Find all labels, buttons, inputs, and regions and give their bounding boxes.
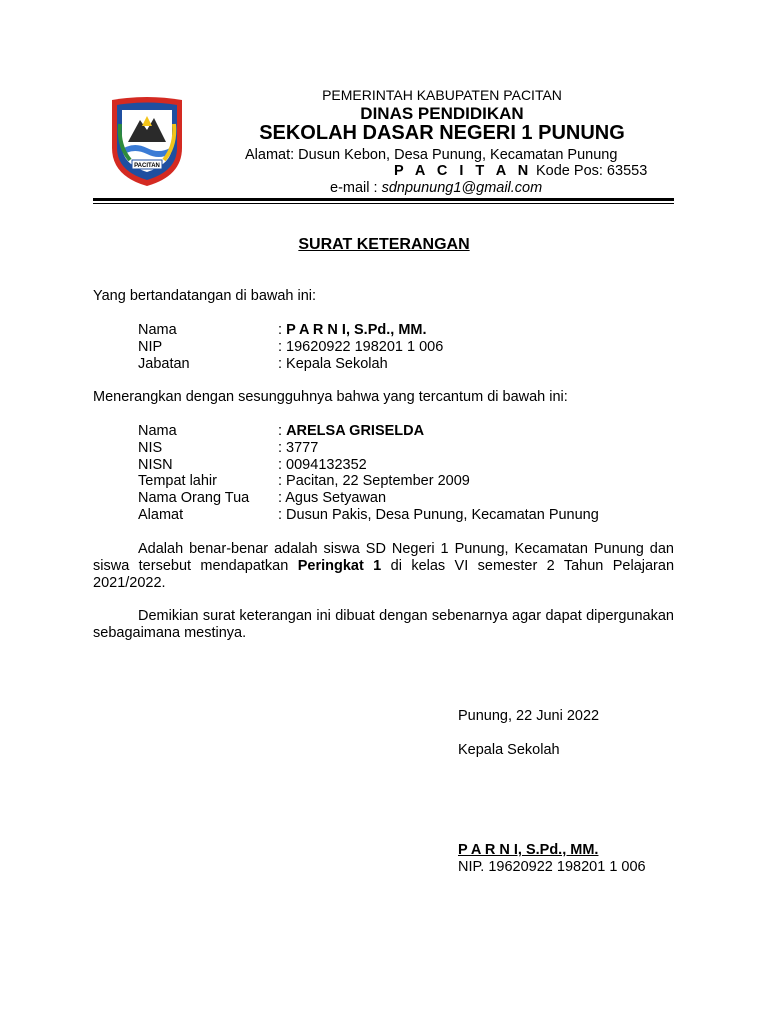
regency-coat-of-arms-logo [108, 96, 186, 188]
letterhead-government: PEMERINTAH KABUPATEN PACITAN [322, 87, 562, 103]
letterhead-department: DINAS PENDIDIKAN [360, 104, 524, 123]
signature-nip: NIP. 19620922 198201 1 006 [458, 859, 646, 875]
student-birthplace-value: : Pacitan, 22 September 2009 [278, 473, 470, 489]
signer-position-label: Jabatan [138, 356, 190, 372]
signer-name-label: Nama [138, 322, 177, 338]
student-address-label: Alamat [138, 507, 184, 523]
student-address-value: : Dusun Pakis, Desa Punung, Kecamatan Punung [278, 507, 599, 523]
intro-text: Yang bertandatangan di bawah ini: [93, 288, 317, 304]
student-parent-label: Nama Orang Tua [138, 490, 250, 506]
student-nis-value: : 3777 [278, 440, 319, 456]
svg-text:PACITAN: PACITAN [134, 163, 160, 169]
statement-text: Menerangkan dengan sesungguhnya bahwa yang tercantum di bawah ini: [93, 389, 568, 405]
student-nis-label: NIS [138, 440, 163, 456]
email-address[interactable]: sdnpunung1@gmail.com [381, 180, 543, 196]
letterhead-school-name: SEKOLAH DASAR NEGERI 1 PUNUNG [259, 122, 625, 144]
signature-position: Kepala Sekolah [458, 742, 560, 758]
body-paragraph-closing: Demikian surat keterangan ini dibuat dengan sebenarnya agar dapat dipergunakan sebagaimana mestinya. [93, 608, 674, 641]
student-name-value: : ARELSA GRISELDA [278, 423, 425, 439]
letterhead-postal-code: Kode Pos: 63553 [536, 163, 648, 179]
letterhead-divider-thin [93, 203, 674, 204]
letterhead-divider-thick [93, 198, 674, 201]
body-paragraph-rank: Adalah benar-benar adalah siswa SD Negeri 1 Punung, Kecamatan Punung dan siswa tersebut mendapatkan Peringkat 1 di kelas VI semester 2 Tahun Pelajaran 2021/2022. [93, 541, 675, 591]
student-name-label: Nama [138, 423, 177, 439]
student-birthplace-label: Tempat lahir [138, 473, 217, 489]
student-nisn-label: NISN [138, 457, 173, 473]
letterhead-city: P A C I T A N [394, 163, 533, 179]
signer-position-value: : Kepala Sekolah [278, 356, 388, 372]
signer-nip-value: : 19620922 198201 1 006 [278, 339, 444, 355]
student-nisn-value: : 0094132352 [278, 457, 367, 473]
signer-name-value: : P A R N I, S.Pd., MM. [278, 322, 427, 338]
rank-highlight: Peringkat 1 [297, 558, 382, 574]
letterhead-email [330, 180, 542, 196]
letterhead-address: Alamat: Dusun Kebon, Desa Punung, Kecamatan Punung [245, 147, 618, 163]
email-label: e-mail : [330, 180, 382, 196]
student-parent-value: : Agus Setyawan [278, 490, 387, 506]
document-title: SURAT KETERANGAN [298, 236, 470, 253]
signature-name: P A R N I, S.Pd., MM. [458, 842, 599, 858]
signature-place-date: Punung, 22 Juni 2022 [458, 708, 600, 724]
signer-nip-label: NIP [138, 339, 163, 355]
